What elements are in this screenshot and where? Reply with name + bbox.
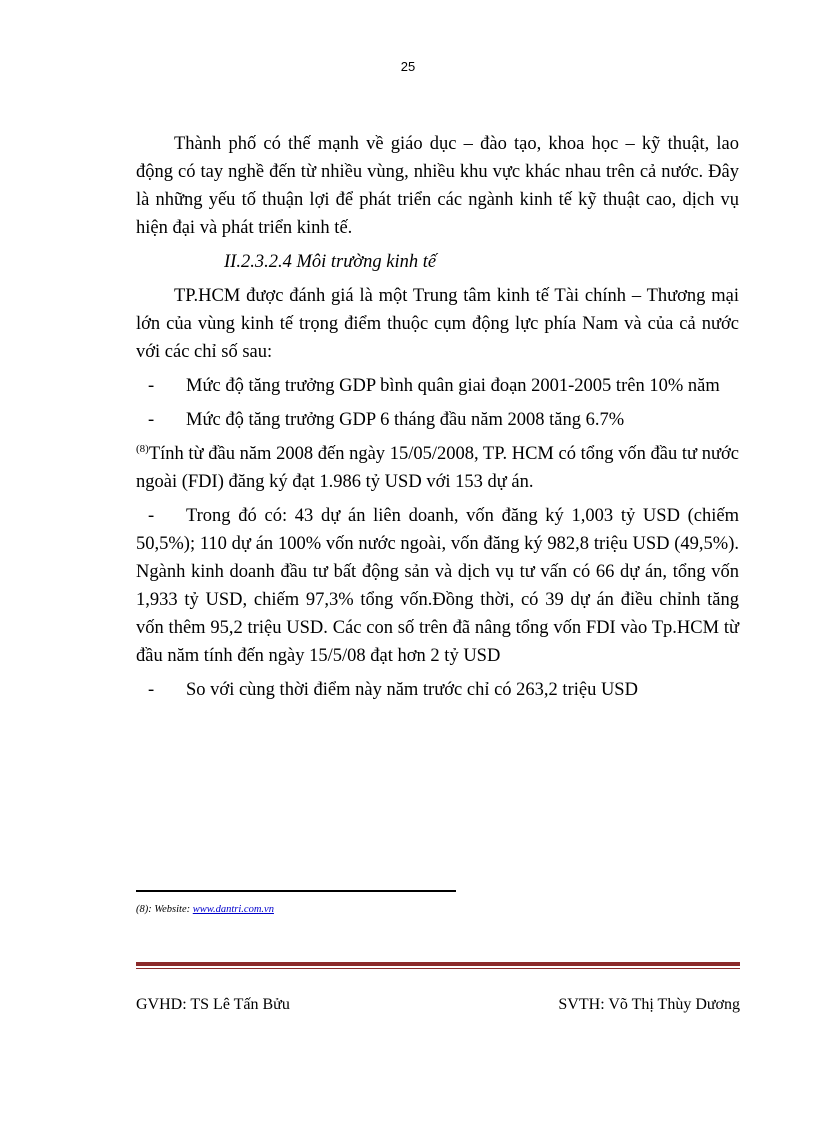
footnote-prefix: (8): Website: (136, 904, 193, 915)
paragraph-education: Thành phố có thế mạnh về giáo dục – đào tạo, khoa học – kỹ thuật, lao động có tay nghề đến từ nhiều vùng, nhiều khu vực khác nhau trên cả nước. Đây là những yếu tố thuận lợi để phát triển các ngành kinh tế kỹ thuật cao, dịch vụ hiện đại và phát triển kinh tế. (136, 134, 739, 238)
footnote-separator (136, 890, 456, 892)
footer-student: SVTH: Võ Thị Thùy Dương (558, 996, 740, 1013)
footnote-link[interactable]: www.dantri.com.vn (192, 904, 274, 915)
bullet-fdi-detail (136, 502, 739, 670)
footnote-ref: (8) (136, 442, 149, 455)
bullet-text: Mức độ tăng trưởng GDP bình quân giai đoạn 2001-2005 trên 10% năm (186, 376, 720, 396)
section-heading: II.2.3.2.4 Môi trường kinh tế (224, 252, 437, 272)
bullet-text: Mức độ tăng trưởng GDP 6 tháng đầu năm 2008 tăng 6.7% (186, 410, 625, 430)
footer-rule-thin (136, 968, 740, 969)
bullet-dash: - (148, 410, 155, 430)
bullet-comparison (136, 676, 739, 704)
bullet-dash: - (148, 680, 155, 700)
page-footer (136, 996, 740, 1014)
paragraph-fdi-text: Tính từ đầu năm 2008 đến ngày 15/05/2008, TP. HCM có tổng vốn đầu tư nước ngoài (FDI) đăng ký đạt 1.986 tỷ USD với 153 dự án. (136, 444, 739, 492)
bullet-dash: - (148, 506, 155, 526)
bullet-text: Trong đó có: 43 dự án liên doanh, vốn đăng ký 1,003 tỷ USD (chiếm 50,5%); 110 dự án 100% vốn nước ngoài, vốn đăng ký 982,8 triệu USD (49,5%). Ngành kinh doanh đầu tư bất động sản và dịch vụ tư vấn có 66 dự án, tổng vốn 1,933 tỷ USD, chiếm 97,3% tổng vốn.Đồng thời, có 39 dự án điều chỉnh tăng vốn thêm 95,2 triệu USD. Các con số trên đã nâng tổng vốn FDI vào Tp.HCM từ đầu năm tính đến ngày 15/5/08 đạt hơn 2 tỷ USD (136, 506, 739, 666)
bullet-gdp-2001-2005 (136, 372, 739, 400)
main-content (136, 130, 739, 710)
footnote (136, 904, 274, 915)
footer-advisor: GVHD: TS Lê Tấn Bửu (136, 996, 290, 1013)
bullet-text: So với cùng thời điểm này năm trước chỉ có 263,2 triệu USD (186, 680, 638, 700)
bullet-dash: - (148, 376, 155, 396)
page-number: 25 (400, 59, 416, 74)
footer-rule (136, 962, 740, 966)
bullet-gdp-2008 (136, 406, 739, 434)
paragraph-fdi (136, 440, 739, 496)
paragraph-economic-center: TP.HCM được đánh giá là một Trung tâm kinh tế Tài chính – Thương mại lớn của vùng kinh tế trọng điểm thuộc cụm động lực phía Nam và của cả nước với các chỉ số sau: (136, 286, 739, 362)
